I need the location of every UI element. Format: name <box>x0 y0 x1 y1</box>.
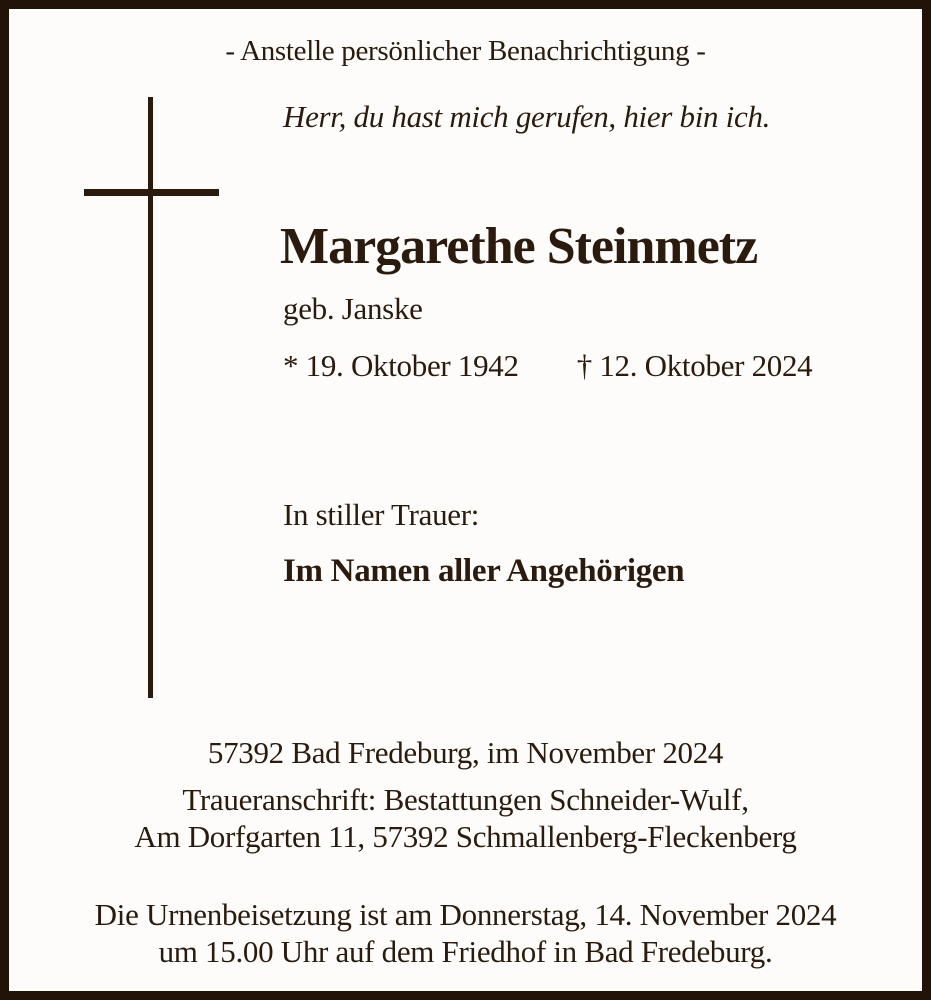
death-date: † 12. Oktober 2024 <box>576 348 813 383</box>
place-date-line: 57392 Bad Fredeburg, im November 2024 <box>207 735 724 770</box>
maiden-name: geb. Janske <box>283 291 423 326</box>
mourning-label: In stiller Trauer: <box>283 497 480 532</box>
burial-info-line2: um 15.00 Uhr auf dem Friedhof in Bad Fredeburg. <box>158 934 773 969</box>
burial-info-line1: Die Urnenbeisetzung ist am Donnerstag, 14. November 2024 <box>94 897 837 932</box>
funeral-address-line1: Traueranschrift: Bestattungen Schneider-Wulf, <box>182 782 749 817</box>
preamble-text: - Anstelle persönlicher Benachrichtigung - <box>225 35 706 67</box>
cross-arm <box>84 189 219 196</box>
funeral-address-line2: Am Dorfgarten 11, 57392 Schmallenberg-Fleckenberg <box>134 819 797 854</box>
birth-date: * 19. Oktober 1942 <box>283 348 519 383</box>
deceased-name: Margarethe Steinmetz <box>280 218 758 275</box>
cross-stem <box>148 97 153 698</box>
memorial-quote: Herr, du hast mich gerufen, hier bin ich. <box>283 99 771 134</box>
life-dates <box>283 348 812 384</box>
mourners-line: Im Namen aller Angehörigen <box>283 553 685 589</box>
